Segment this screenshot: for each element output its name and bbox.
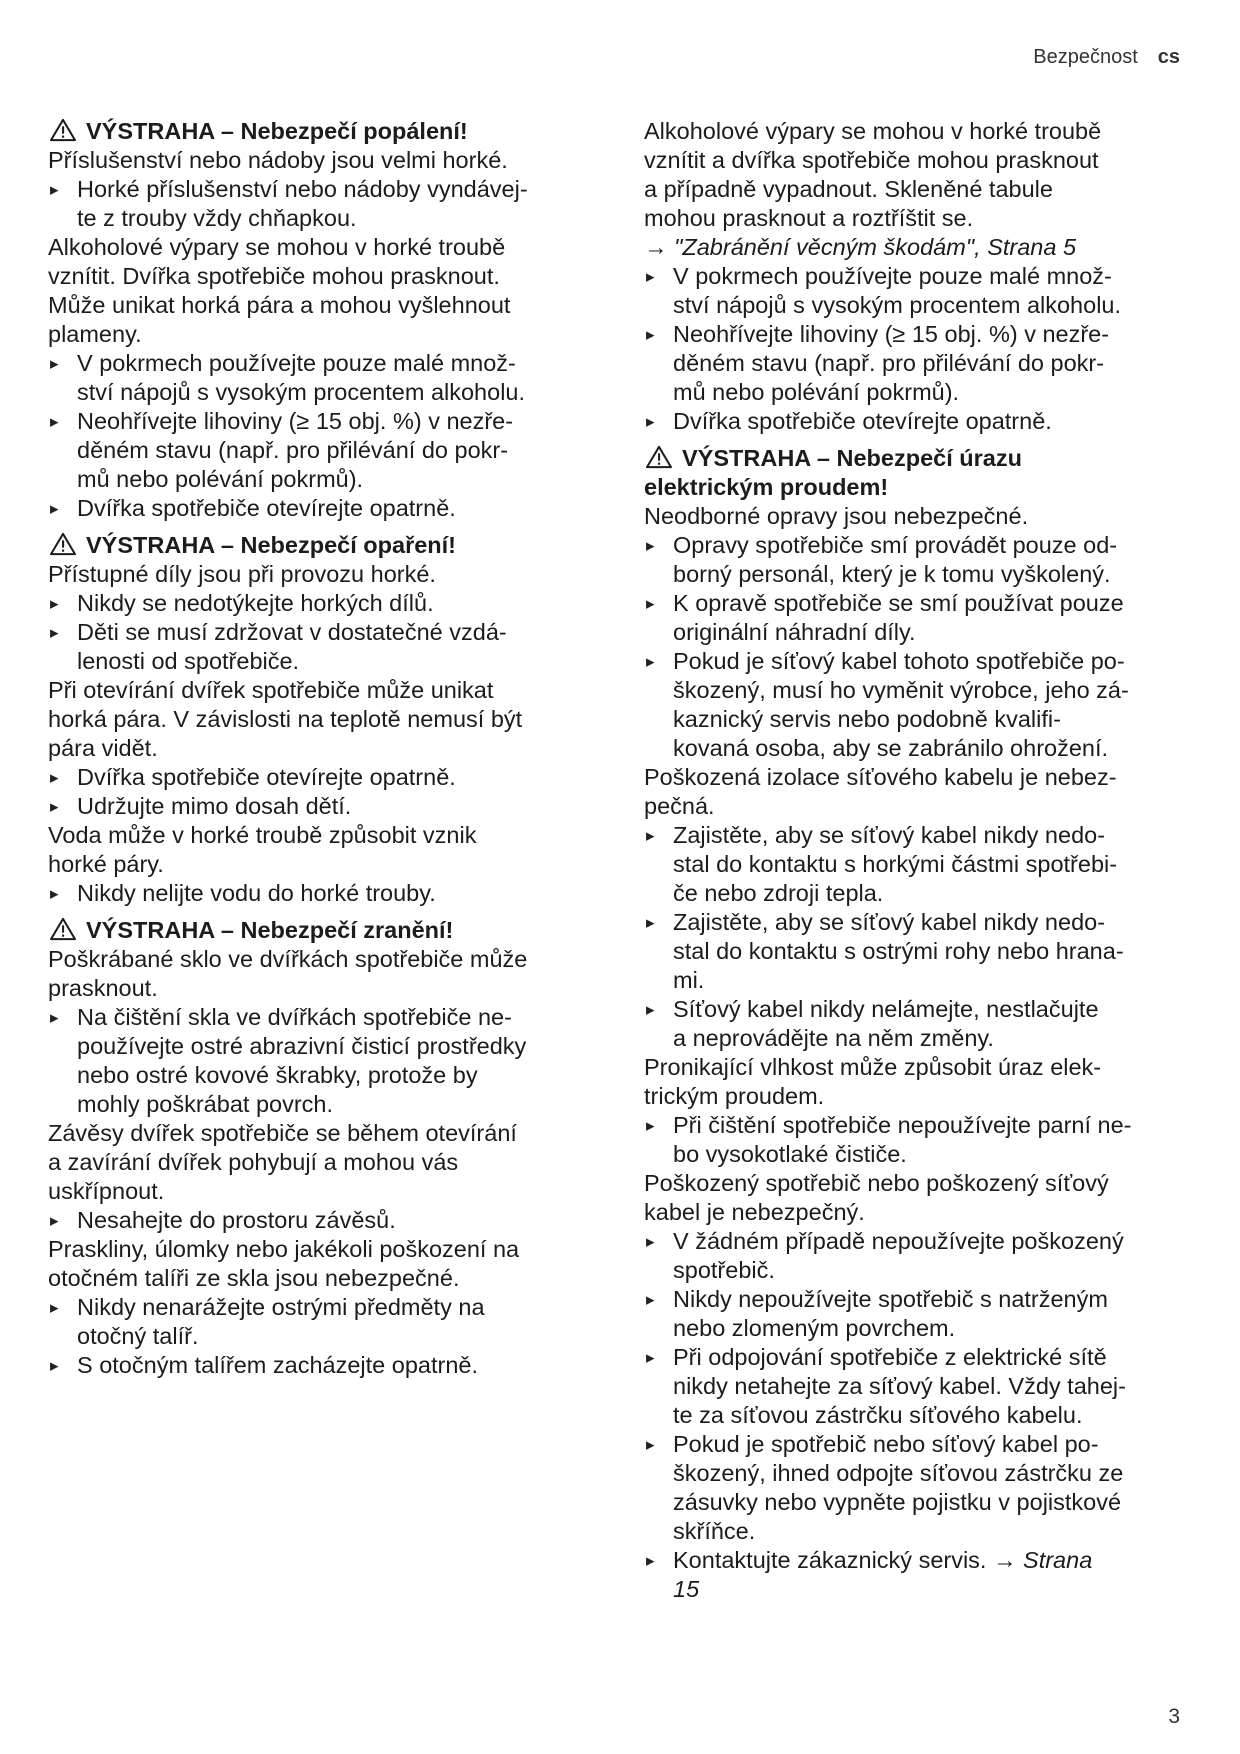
list-item: ▸ Nikdy nelijte vodu do horké trouby. [48,879,588,908]
list-item: ▸ V pokrmech používejte pouze malé množ- ství nápojů s vysokým procentem alkoholu. [48,349,588,407]
warning-heading-burn: VÝSTRAHA – Nebezpečí popálení! [48,117,588,146]
left-column [48,117,588,1380]
list-item: ▸ Neohřívejte lihoviny (≥ 15 obj. %) v nezře- děném stavu (např. pro přilévání do pokr- mů nebo polévání pokrmů). [48,407,588,494]
list-item: ▸ Udržujte mimo dosah dětí. [48,792,588,821]
paragraph: Neodborné opravy jsou nebezpečné. [644,503,1029,529]
list-item: ▸ Nesahejte do prostoru závěsů. [48,1206,588,1235]
list-item: ▸ Dvířka spotřebiče otevírejte opatrně. [48,763,588,792]
paragraph: Poškozená izolace síťového kabelu je nebez- pečná. [644,764,1117,819]
language-code: cs [1157,46,1180,68]
list-item: ▸ Pokud je spotřebič nebo síťový kabel po- škozený, ihned odpojte síťovou zástrčku ze zásuvky nebo vypněte pojistku v pojistkové skříňce. [644,1430,1184,1546]
paragraph: Poškozený spotřebič nebo poškozený síťový kabel je nebezpečný. [644,1170,1109,1225]
cross-reference-link[interactable]: → Strana 15 [673,1547,1093,1602]
list-item: ▸ Nikdy se nedotýkejte horkých dílů. [48,589,588,618]
paragraph: Alkoholové výpary se mohou v horké troubě vznítit. Dvířka spotřebiče mohou prasknout. Může unikat horká pára a mohou vyšlehnout plameny. [48,234,511,347]
list-item: ▸ Při čištění spotřebiče nepoužívejte parní ne- bo vysokotlaké čističe. [644,1111,1184,1169]
paragraph: Voda může v horké troubě způsobit vznik horké páry. [48,822,477,877]
list-item: ▸ Na čištění skla ve dvířkách spotřebiče ne- používejte ostré abrazivní čisticí prostředky nebo ostré kovové škrabky, protože by mohly poškrábat povrch. [48,1003,588,1119]
list-item: ▸ Kontaktujte zákaznický servis. → Strana 15 [644,1546,1184,1604]
list-item: ▸ Nikdy nenarážejte ostrými předměty na otočný talíř. [48,1293,588,1351]
paragraph: Pronikající vlhkost může způsobit úraz elek- trickým proudem. [644,1054,1102,1109]
warning-triangle-icon [644,445,674,469]
warning-heading-scald: VÝSTRAHA – Nebezpečí opaření! [48,531,588,560]
list-item: ▸ Horké příslušenství nebo nádoby vyndávej- te z trouby vždy chňapkou. [48,175,588,233]
list-item: ▸ Zajistěte, aby se síťový kabel nikdy nedo- stal do kontaktu s ostrými rohy nebo hrana- mi. [644,908,1184,995]
list-item: ▸ Dvířka spotřebiče otevírejte opatrně. [644,407,1184,436]
list-item: ▸ Nikdy nepoužívejte spotřebič s natrženým nebo zlomeným povrchem. [644,1285,1184,1343]
paragraph: Při otevírání dvířek spotřebiče může unikat horká pára. V závislosti na teplotě nemusí být pára vidět. [48,677,523,761]
list-item: ▸ Děti se musí zdržovat v dostatečné vzdá- lenosti od spotřebiče. [48,618,588,676]
right-column [644,117,1184,1604]
list-item: ▸ Opravy spotřebiče smí provádět pouze od- borný personál, který je k tomu vyškolený. [644,531,1184,589]
section-title: Bezpečnost [1033,46,1138,68]
list-item: ▸ S otočným talířem zacházejte opatrně. [48,1351,588,1380]
list-item: ▸ Neohřívejte lihoviny (≥ 15 obj. %) v nezře- děném stavu (např. pro přilévání do pokr- mů nebo polévání pokrmů). [644,320,1184,407]
list-item: ▸ K opravě spotřebiče se smí používat pouze originální náhradní díly. [644,589,1184,647]
paragraph: Závěsy dvířek spotřebiče se během otevírání a zavírání dvířek pohybují a mohou vás uskřípnout. [48,1120,517,1204]
warning-triangle-icon [48,118,78,142]
list-item: ▸ Zajistěte, aby se síťový kabel nikdy nedo- stal do kontaktu s horkými částmi spotřebi- če nebo zdroji tepla. [644,821,1184,908]
list-item: ▸ V pokrmech používejte pouze malé množ- ství nápojů s vysokým procentem alkoholu. [644,262,1184,320]
page-header [1033,46,1180,69]
paragraph: Přístupné díly jsou při provozu horké. [48,561,436,587]
list-item: ▸ Dvířka spotřebiče otevírejte opatrně. [48,494,588,523]
cross-reference-link[interactable]: → "Zabránění věcným škodám", Strana 5 [644,234,1077,260]
warning-triangle-icon [48,917,78,941]
list-item: ▸ V žádném případě nepoužívejte poškozený spotřebič. [644,1227,1184,1285]
list-item: ▸ Při odpojování spotřebiče z elektrické sítě nikdy netahejte za síťový kabel. Vždy tahej- te za síťovou zástrčku síťového kabelu. [644,1343,1184,1430]
warning-heading-electric: VÝSTRAHA – Nebezpečí úrazu elektrickým proudem! [644,445,1022,500]
paragraph: Poškrábané sklo ve dvířkách spotřebiče může prasknout. [48,946,528,1001]
list-item: ▸ Síťový kabel nikdy nelámejte, nestlačujte a neprovádějte na něm změny. [644,995,1184,1053]
page-number: 3 [1168,1705,1180,1728]
paragraph: Praskliny, úlomky nebo jakékoli poškození na otočném talíři ze skla jsou nebezpečné. [48,1236,520,1291]
paragraph: Příslušenství nebo nádoby jsou velmi horké. [48,147,508,173]
warning-heading-injury: VÝSTRAHA – Nebezpečí zranění! [48,916,588,945]
list-item: ▸ Pokud je síťový kabel tohoto spotřebiče po- škozený, musí ho vyměnit výrobce, jeho zá- kaznický servis nebo podobně kvalifi- kovaná osoba, aby se zabránilo ohrožení. [644,647,1184,763]
paragraph: Alkoholové výpary se mohou v horké troubě vznítit a dvířka spotřebiče mohou prasknout a případně vypadnout. Skleněné tabule mohou prasknout a roztříštit se. [644,118,1102,231]
warning-triangle-icon [48,532,78,556]
